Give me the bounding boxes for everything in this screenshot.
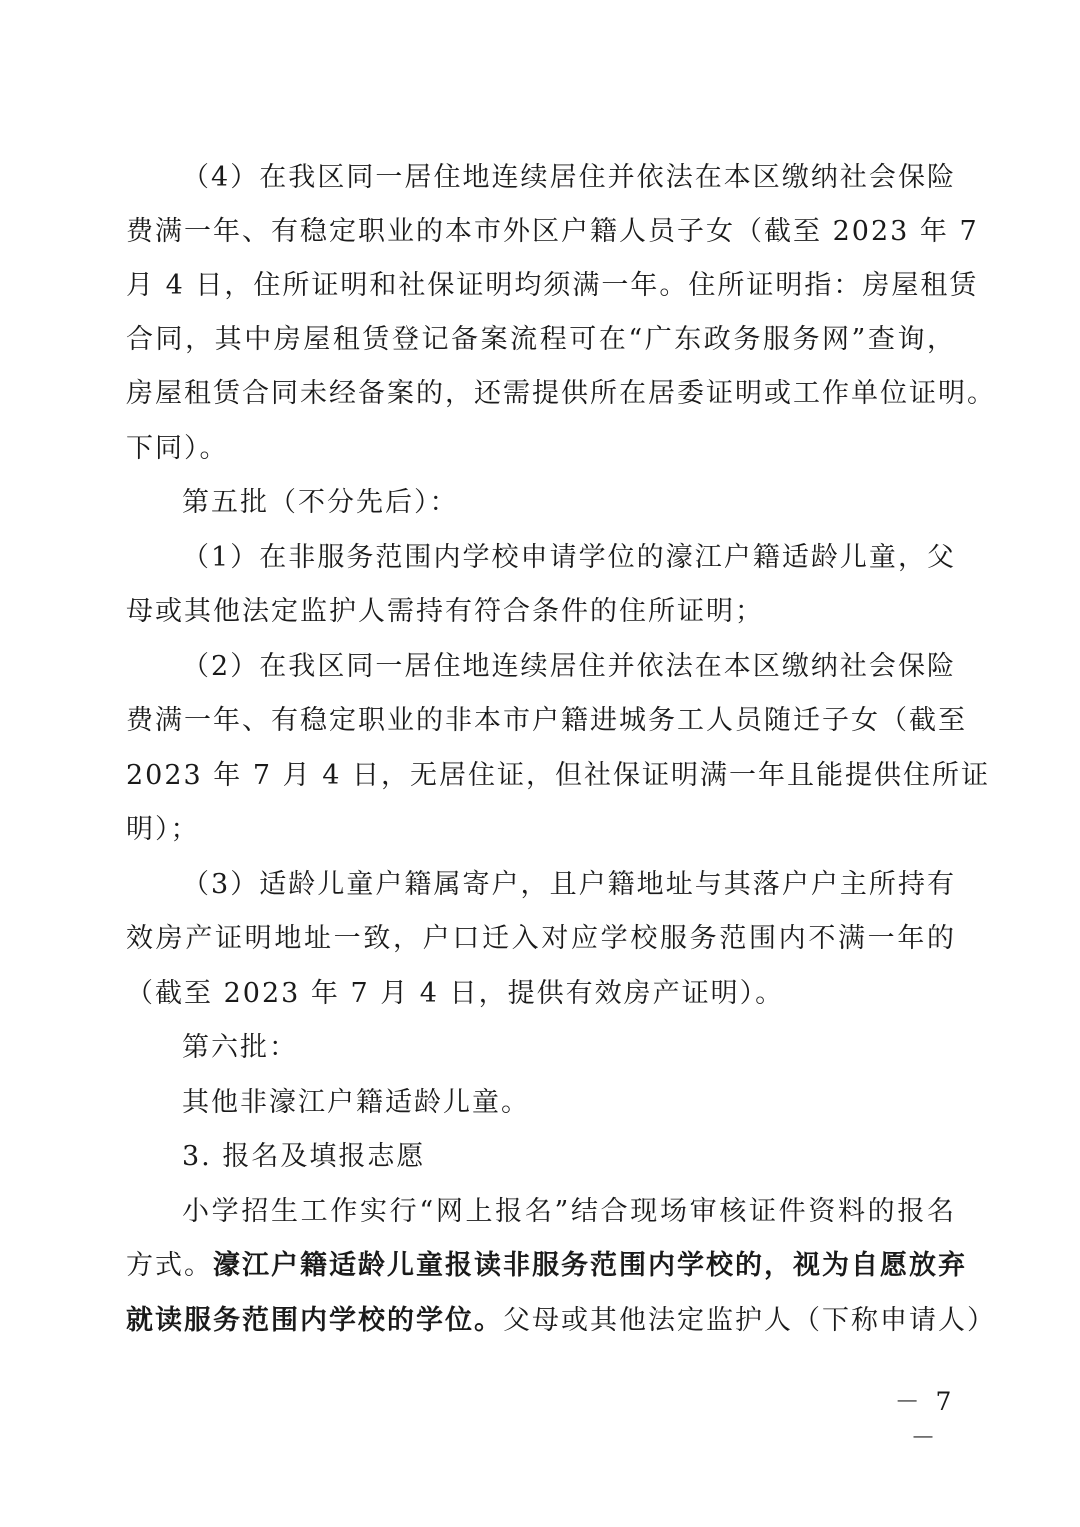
bold-text: 就读服务范围内学校的学位。 (126, 1305, 503, 1336)
paragraph-line: 合同，其中房屋租赁登记备案流程可在“广东政务服务网”查询， (126, 324, 956, 355)
normal-text: 方式。 (126, 1250, 213, 1281)
page-number: － 7 － (894, 1387, 956, 1452)
paragraph-line: （2）在我区同一居住地连续居住并依法在本区缴纳社会保险 (182, 651, 956, 682)
paragraph-line-mixed (126, 1246, 967, 1286)
bold-text: 濠江户籍适龄儿童报读非服务范围内学校的，视为自愿放弃 (213, 1250, 967, 1281)
section-heading: 3. 报名及填报志愿 (182, 1141, 426, 1172)
paragraph-line-mixed (126, 1301, 996, 1341)
paragraph-line: 房屋租赁合同未经备案的，还需提供所在居委证明或工作单位证明。 (126, 378, 996, 409)
section-heading: 第五批（不分先后）： (182, 487, 459, 518)
paragraph-line: 下同）。 (126, 433, 229, 464)
section-heading: 第六批： (182, 1032, 298, 1063)
paragraph-line: 费满一年、有稳定职业的非本市户籍进城务工人员随迁子女（截至 (126, 705, 967, 736)
paragraph-line: 明）； (126, 814, 200, 845)
paragraph-line: 母或其他法定监护人需持有符合条件的住所证明； (126, 596, 764, 627)
paragraph-line: 2023 年 7 月 4 日，无居住证，但社保证明满一年且能提供住所证 (126, 760, 990, 791)
paragraph-line: 小学招生工作实行“网上报名”结合现场审核证件资料的报名 (182, 1196, 956, 1227)
paragraph-line: 其他非濠江户籍适龄儿童。 (182, 1087, 530, 1118)
paragraph-line: （截至 2023 年 7 月 4 日，提供有效房产证明）。 (126, 978, 785, 1009)
paragraph-line: （1）在非服务范围内学校申请学位的濠江户籍适龄儿童，父 (182, 542, 956, 573)
paragraph-line: 月 4 日，住所证明和社保证明均须满一年。住所证明指：房屋租赁 (126, 270, 979, 301)
paragraph-line: （3）适龄儿童户籍属寄户，且户籍地址与其落户户主所持有 (182, 869, 956, 900)
paragraph-line: 效房产证明地址一致，户口迁入对应学校服务范围内不满一年的 (126, 923, 956, 954)
paragraph-line: 费满一年、有稳定职业的本市外区户籍人员子女（截至 2023 年 7 (126, 216, 979, 247)
paragraph-line: （4）在我区同一居住地连续居住并依法在本区缴纳社会保险 (182, 162, 956, 193)
normal-text: 父母或其他法定监护人（下称申请人） (503, 1305, 996, 1336)
